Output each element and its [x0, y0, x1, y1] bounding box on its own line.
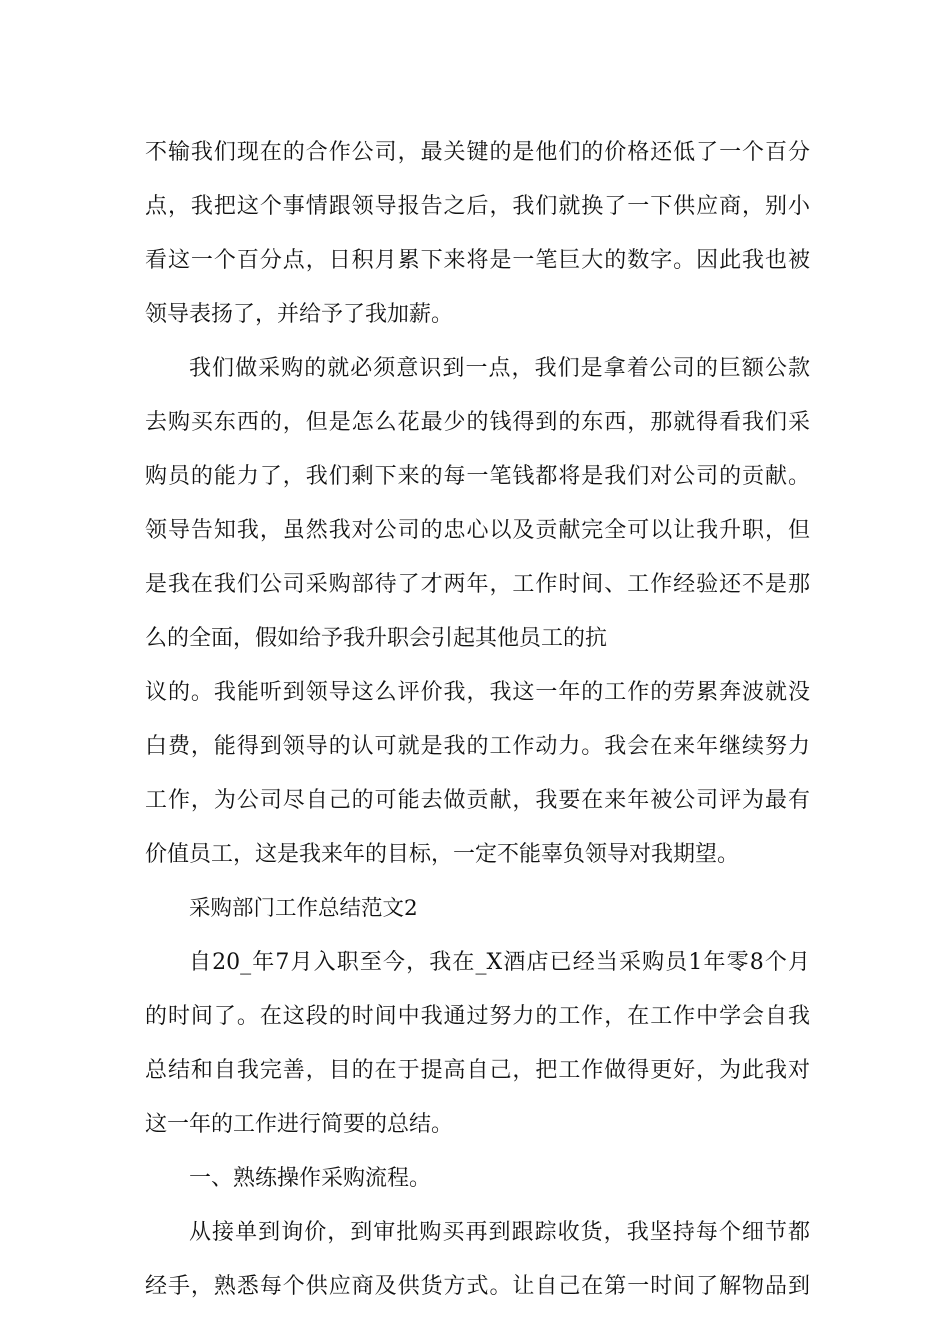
text-line: 不输我们现在的合作公司，最关键的是他们的价格还低了一个百分	[145, 140, 810, 165]
text-line: 总结和自我完善，目的在于提高自己，把工作做得更好，为此我对	[145, 1058, 810, 1083]
text-line: 购员的能力了，我们剩下来的每一笔钱都将是我们对公司的贡献。	[145, 464, 810, 489]
text-line: 价值员工，这是我来年的目标，一定不能辜负领导对我期望。	[145, 842, 740, 867]
text-line: 这一年的工作进行简要的总结。	[145, 1112, 454, 1137]
text-line: 是我在我们公司采购部待了才两年，工作时间、工作经验还不是那	[145, 572, 810, 597]
text-line: 么的全面，假如给予我升职会引起其他员工的抗	[145, 626, 608, 651]
text-line: 领导表扬了，并给予了我加薪。	[145, 302, 454, 327]
paragraph-first-line: 自20_年7月入职至今，我在_X酒店已经当采购员1年零8个月	[189, 950, 810, 975]
paragraph-first-line: 从接单到询价，到审批购买再到跟踪收货，我坚持每个细节都	[189, 1220, 810, 1245]
text-line: 点，我把这个事情跟领导报告之后，我们就换了一下供应商，别小	[145, 194, 810, 219]
text-line: 经手，熟悉每个供应商及供货方式。让自己在第一时间了解物品到	[145, 1274, 810, 1299]
text-line: 的时间了。在这段的时间中我通过努力的工作，在工作中学会自我	[145, 1004, 810, 1029]
text-line: 看这一个百分点，日积月累下来将是一笔巨大的数字。因此我也被	[145, 248, 810, 273]
text-line: 去购买东西的，但是怎么花最少的钱得到的东西，那就得看我们采	[145, 410, 810, 435]
paragraph-first-line: 我们做采购的就必须意识到一点，我们是拿着公司的巨额公款	[189, 356, 810, 381]
body-text	[145, 126, 810, 1314]
text-line: 工作，为公司尽自己的可能去做贡献，我要在来年被公司评为最有	[145, 788, 810, 813]
text-line: 领导告知我，虽然我对公司的忠心以及贡献完全可以让我升职，但	[145, 518, 810, 543]
text-line: 议的。我能听到领导这么评价我，我这一年的工作的劳累奔波就没	[145, 680, 810, 705]
section-title: 采购部门工作总结范文2	[189, 896, 418, 921]
subsection-heading: 一、熟练操作采购流程。	[189, 1166, 432, 1191]
text-line: 白费，能得到领导的认可就是我的工作动力。我会在来年继续努力	[145, 734, 810, 759]
